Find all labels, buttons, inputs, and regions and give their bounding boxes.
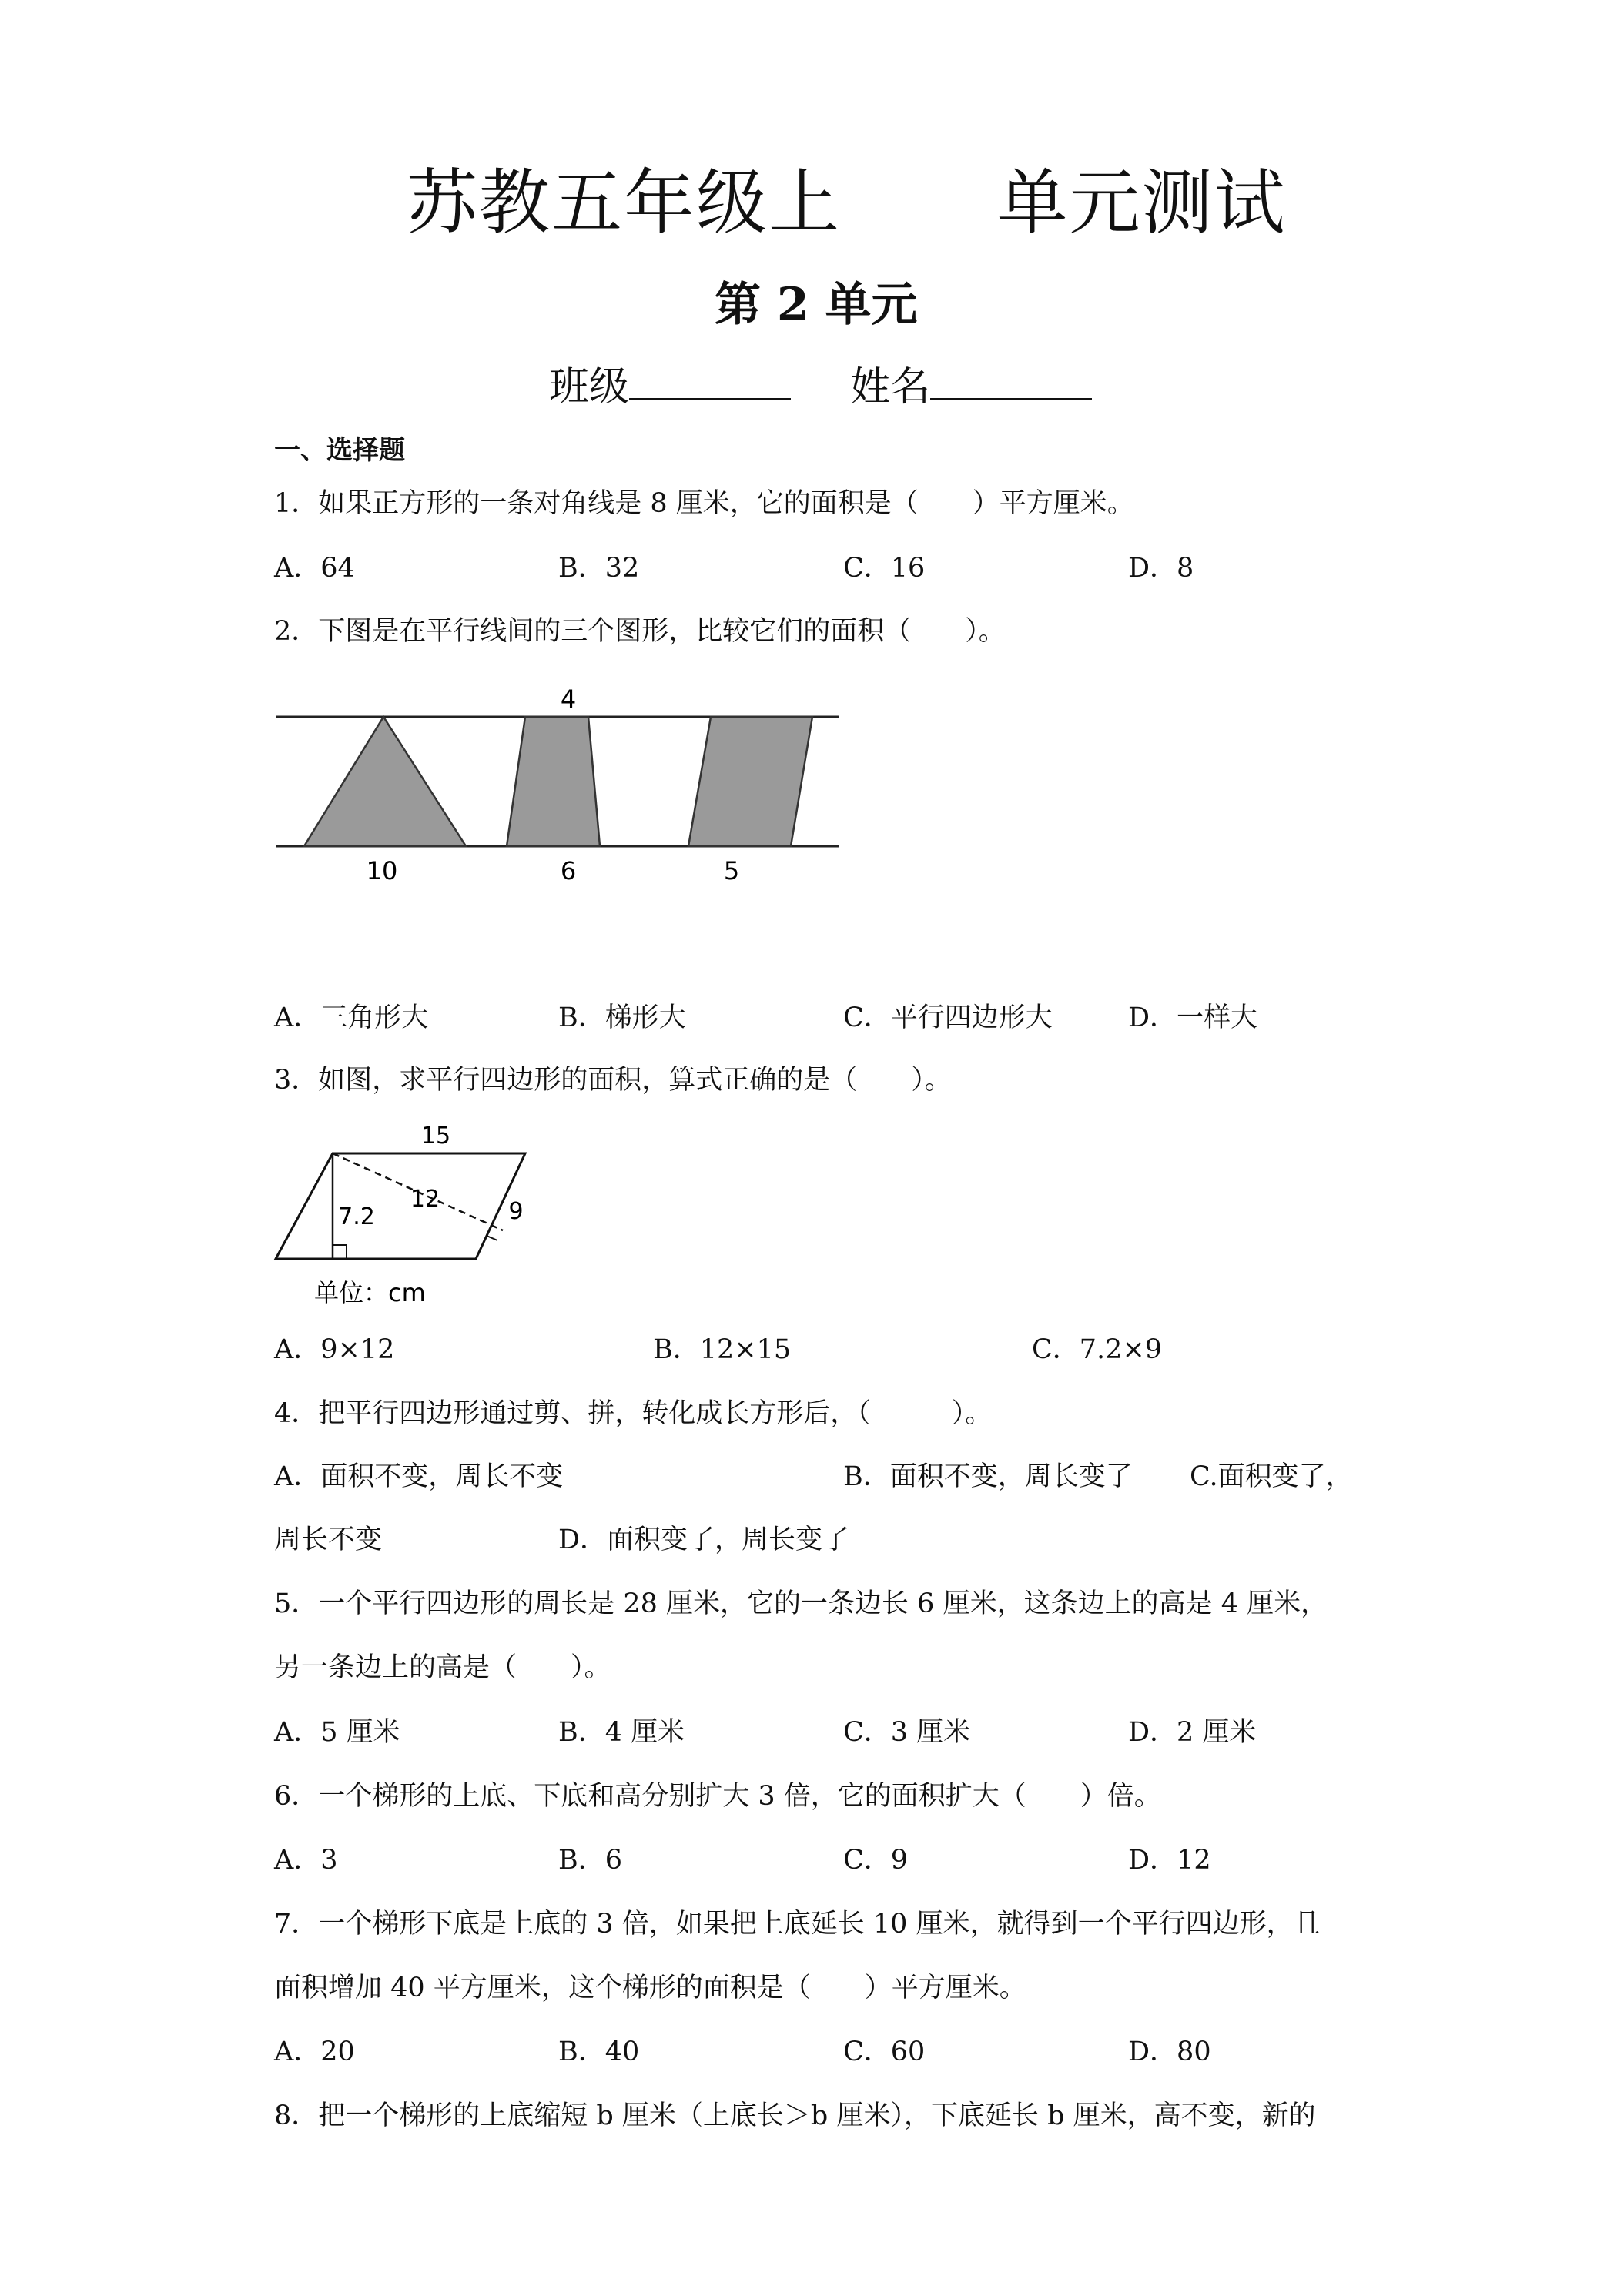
parallelogram-base-label: 5 [723,856,740,885]
q4-option-d[interactable]: D．面积变了，周长变了 [558,1525,850,1555]
section-title: 一、选择题 [274,435,405,466]
question-1-stem: 1．如果正方形的一条对角线是 8 厘米，它的面积是（ ）平方厘米。 [274,488,1134,519]
q2-option-a[interactable]: A．三角形大 [274,1002,429,1033]
q7-option-a[interactable]: A．20 [274,2037,355,2067]
height-right-angle [333,1245,347,1259]
question-6-stem: 6．一个梯形的上底、下底和高分别扩大 3 倍，它的面积扩大（ ）倍。 [274,1781,1161,1812]
q3-option-a[interactable]: A．9×12 [274,1334,395,1365]
q2-option-d[interactable]: D．一样大 [1128,1002,1258,1033]
q6-option-d[interactable]: D．12 [1128,1845,1211,1876]
slant-side-label: 9 [508,1198,524,1225]
q1-option-b[interactable]: B．32 [558,553,640,584]
question-2-stem: 2．下图是在平行线间的三个图形，比较它们的面积（ ）。 [274,616,1006,647]
q4-option-c-continued[interactable]: 周长不变 [274,1525,383,1555]
q3-option-c[interactable]: C．7.2×9 [1032,1334,1163,1365]
trapezoid-top-label: 4 [560,684,577,714]
q1-option-a[interactable]: A．64 [274,553,355,584]
top-side-label: 15 [420,1123,451,1150]
q2-option-c[interactable]: C．平行四边形大 [843,1002,1053,1033]
question-7-stem-line2: 面积增加 40 平方厘米，这个梯形的面积是（ ）平方厘米。 [274,1973,1026,2003]
q5-option-c[interactable]: C．3 厘米 [843,1717,971,1748]
question-4-stem: 4．把平行四边形通过剪、拼，转化成长方形后，（ ）。 [274,1398,993,1429]
q5-option-b[interactable]: B．4 厘米 [558,1717,685,1748]
height-label: 7.2 [338,1203,375,1230]
triangle-base-label: 10 [366,856,398,885]
title-right: 单元测试 [996,162,1287,244]
question-7-stem-line1: 7．一个梯形下底是上底的 3 倍，如果把上底延长 10 厘米，就得到一个平行四边形，且 [274,1909,1321,1940]
parallel-lines-figure [270,681,847,889]
title-left: 苏教五年级上 [407,162,842,244]
question-3-stem: 3．如图，求平行四边形的面积，算式正确的是（ ）。 [274,1065,952,1096]
class-blank [629,358,791,400]
q2-option-b[interactable]: B．梯形大 [558,1002,686,1033]
trapezoid-base-label: 6 [560,856,577,885]
q4-option-c[interactable]: C.面积变了， [1190,1461,1353,1492]
triangle-shape [304,717,466,846]
name-label: 姓名 [850,364,931,410]
perpendicular-label: 12 [410,1186,440,1213]
q6-option-a[interactable]: A．3 [274,1845,338,1876]
name-blank [930,358,1092,400]
q4-option-a[interactable]: A．面积不变，周长不变 [274,1461,564,1492]
q1-option-d[interactable]: D．8 [1128,553,1194,584]
class-label: 班级 [549,364,630,410]
q3-option-b[interactable]: B．12×15 [653,1334,792,1365]
trapezoid-shape [507,717,600,846]
question-5-stem-line1: 5．一个平行四边形的周长是 28 厘米，它的一条边长 6 厘米，这条边上的高是 4 厘米， [274,1588,1328,1619]
q6-option-c[interactable]: C．9 [843,1845,909,1876]
q5-option-d[interactable]: D．2 厘米 [1128,1717,1257,1748]
unit-subtitle: 第 2 单元 [715,278,918,332]
parallelogram-shape [688,717,812,846]
q5-option-a[interactable]: A．5 厘米 [274,1717,400,1748]
parallelogram-figure [270,1116,547,1317]
parallelogram-outline [276,1153,525,1259]
page-title [407,146,1287,248]
q6-option-b[interactable]: B．6 [558,1845,622,1876]
q1-option-c[interactable]: C．16 [843,553,926,584]
q7-option-d[interactable]: D．80 [1128,2037,1211,2067]
class-name-line [549,354,1092,412]
q7-option-b[interactable]: B．40 [558,2037,640,2067]
q4-option-b[interactable]: B．面积不变，周长变了 [843,1461,1133,1492]
unit-label: 单位：cm [314,1278,426,1307]
q7-option-c[interactable]: C．60 [843,2037,926,2067]
question-8-stem: 8．把一个梯形的上底缩短 b 厘米（上底长＞b 厘米），下底延长 b 厘米，高不变，新的 [274,2100,1316,2131]
question-5-stem-line2: 另一条边上的高是（ ）。 [274,1652,611,1683]
